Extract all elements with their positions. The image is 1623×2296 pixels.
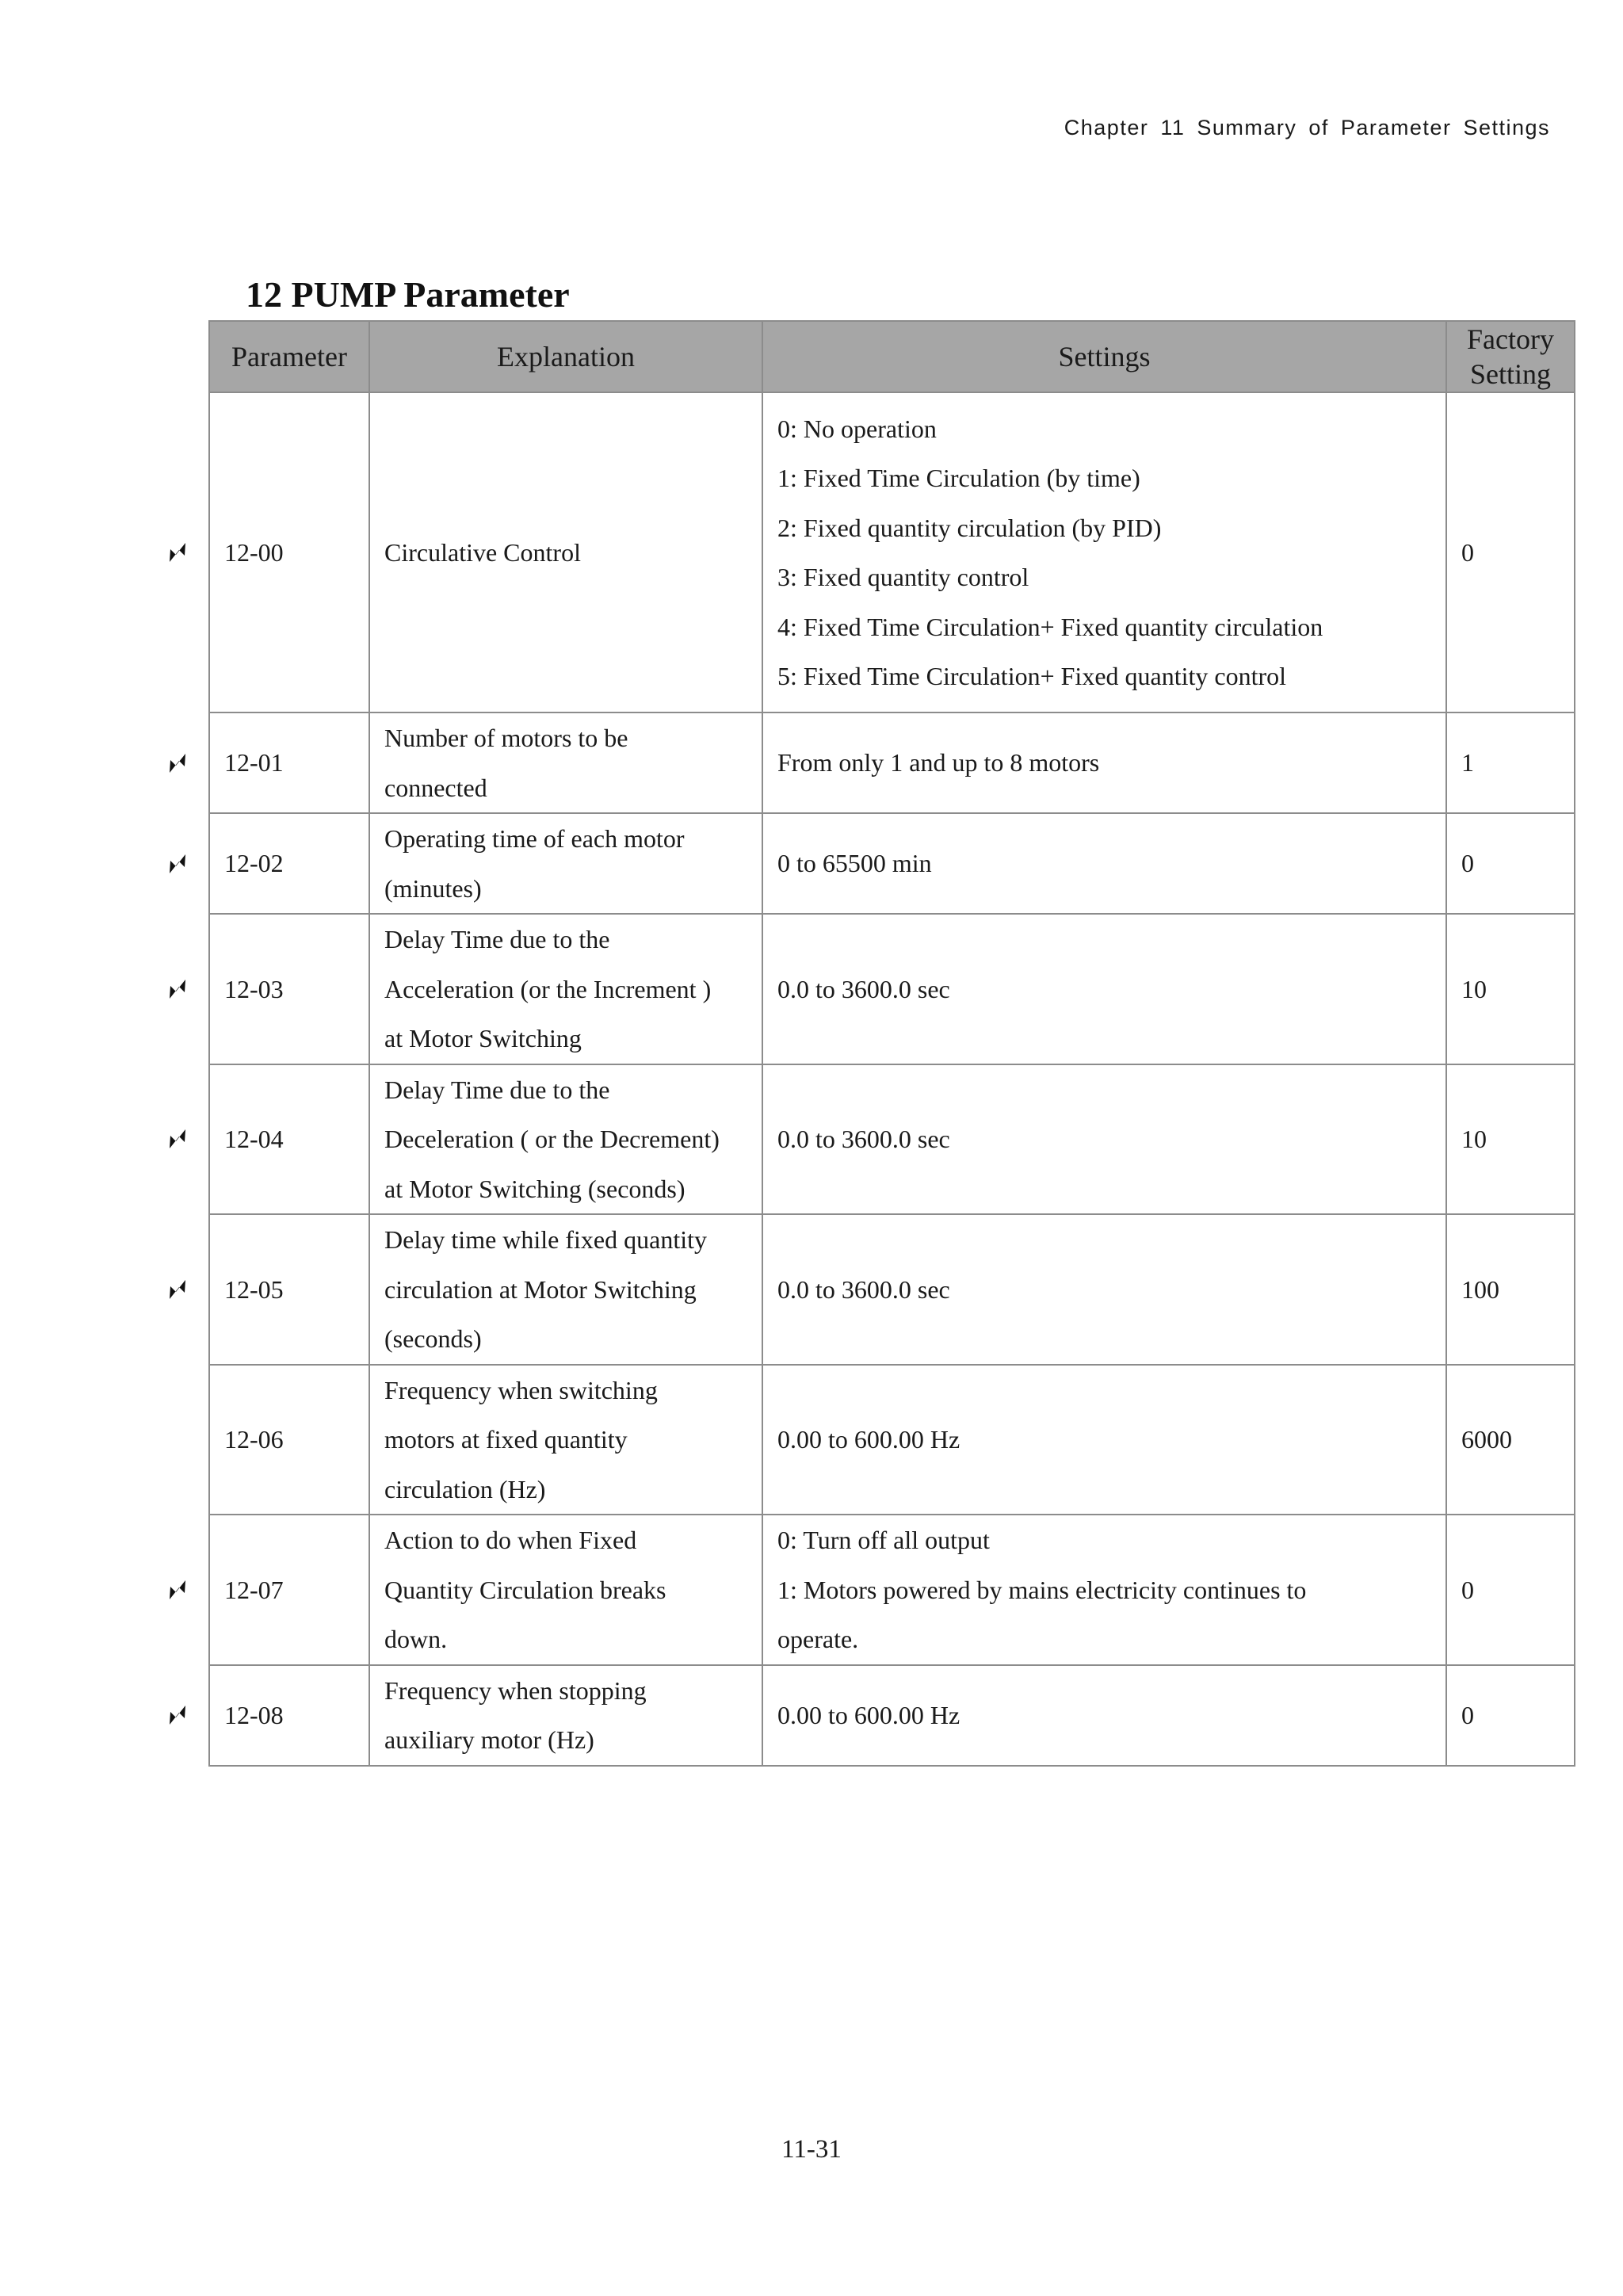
parameter-code [209,1214,369,1365]
settable-during-operation-icon [164,1125,191,1152]
parameter-settings: 0.0 to 3600.0 sec [762,914,1446,1064]
table-row [209,813,1575,914]
parameter-code [209,1665,369,1766]
settable-during-operation-icon [164,539,191,566]
settable-during-operation-icon [164,1702,191,1729]
parameter-explanation: Action to do when Fixed Quantity Circulation breaks down. [369,1515,762,1665]
table-row [209,1214,1575,1365]
page-number: 11-31 [781,2135,842,2164]
parameter-code-text: 12-02 [224,849,284,878]
parameter-explanation: Delay time while fixed quantity circulation at Motor Switching (seconds) [369,1214,762,1365]
header-factory-setting: Factory Setting [1446,321,1575,392]
parameter-code [209,813,369,914]
settable-during-operation-icon [164,1276,191,1303]
parameter-explanation: Delay Time due to the Acceleration (or the Increment ) at Motor Switching [369,914,762,1064]
header-settings: Settings [762,321,1446,392]
parameter-explanation: Delay Time due to the Deceleration ( or the Decrement) at Motor Switching (seconds) [369,1064,762,1215]
table-body [209,392,1575,1766]
table-header [209,321,1575,392]
table-row [209,1665,1575,1766]
factory-setting: 6000 [1446,1365,1575,1515]
factory-setting: 10 [1446,914,1575,1064]
parameter-settings: 0.0 to 3600.0 sec [762,1214,1446,1365]
header-explanation: Explanation [369,321,762,392]
pump-parameter-table [208,320,1575,1767]
parameter-code-text: 12-07 [224,1575,284,1604]
parameter-code [209,914,369,1064]
table-row [209,392,1575,712]
parameter-settings: 0.00 to 600.00 Hz [762,1365,1446,1515]
parameter-code [209,1515,369,1665]
factory-setting: 0 [1446,813,1575,914]
parameter-code [209,392,369,712]
parameter-code [209,712,369,813]
parameter-settings: 0.0 to 3600.0 sec [762,1064,1446,1215]
parameter-settings: From only 1 and up to 8 motors [762,712,1446,813]
parameter-code-text: 12-00 [224,537,284,567]
parameter-code [209,1365,369,1515]
parameter-settings: 0.00 to 600.00 Hz [762,1665,1446,1766]
parameter-code-text: 12-08 [224,1700,284,1729]
parameter-explanation: Frequency when switching motors at fixed quantity circulation (Hz) [369,1365,762,1515]
factory-setting: 10 [1446,1064,1575,1215]
header-parameter: Parameter [209,321,369,392]
parameter-code-text: 12-05 [224,1274,284,1304]
factory-setting: 0 [1446,1515,1575,1665]
settable-during-operation-icon [164,976,191,1003]
table-row [209,914,1575,1064]
factory-setting: 1 [1446,712,1575,813]
table-row [209,1064,1575,1215]
settable-during-operation-icon [164,1576,191,1603]
settable-during-operation-icon [164,850,191,877]
section-title: 12 PUMP Parameter [246,274,570,315]
table-header-row [209,321,1575,392]
running-header: Chapter 11 Summary of Parameter Settings [1064,116,1550,139]
parameter-code-text: 12-01 [224,748,284,777]
parameter-settings: 0: Turn off all output 1: Motors powered by mains electricity continues to operate. [762,1515,1446,1665]
parameter-code-text: 12-06 [224,1425,284,1454]
table-row [209,1365,1575,1515]
parameter-code-text: 12-04 [224,1125,284,1153]
parameter-explanation: Circulative Control [369,392,762,712]
factory-setting: 0 [1446,392,1575,712]
parameter-explanation: Frequency when stopping auxiliary motor (Hz) [369,1665,762,1766]
table-row [209,1515,1575,1665]
settable-during-operation-icon [164,750,191,777]
parameter-explanation: Operating time of each motor (minutes) [369,813,762,914]
table-row [209,712,1575,813]
factory-setting: 0 [1446,1665,1575,1766]
parameter-settings: 0: No operation 1: Fixed Time Circulation (by time) 2: Fixed quantity circulation (by PID) 3: Fixed quantity control 4: Fixed Time Circulation+ Fixed quantity circulation 5: Fixed Time Circulation+ Fixed quantity control [762,392,1446,712]
parameter-settings: 0 to 65500 min [762,813,1446,914]
parameter-explanation: Number of motors to be connected [369,712,762,813]
parameter-code-text: 12-03 [224,974,284,1003]
factory-setting: 100 [1446,1214,1575,1365]
parameter-code [209,1064,369,1215]
